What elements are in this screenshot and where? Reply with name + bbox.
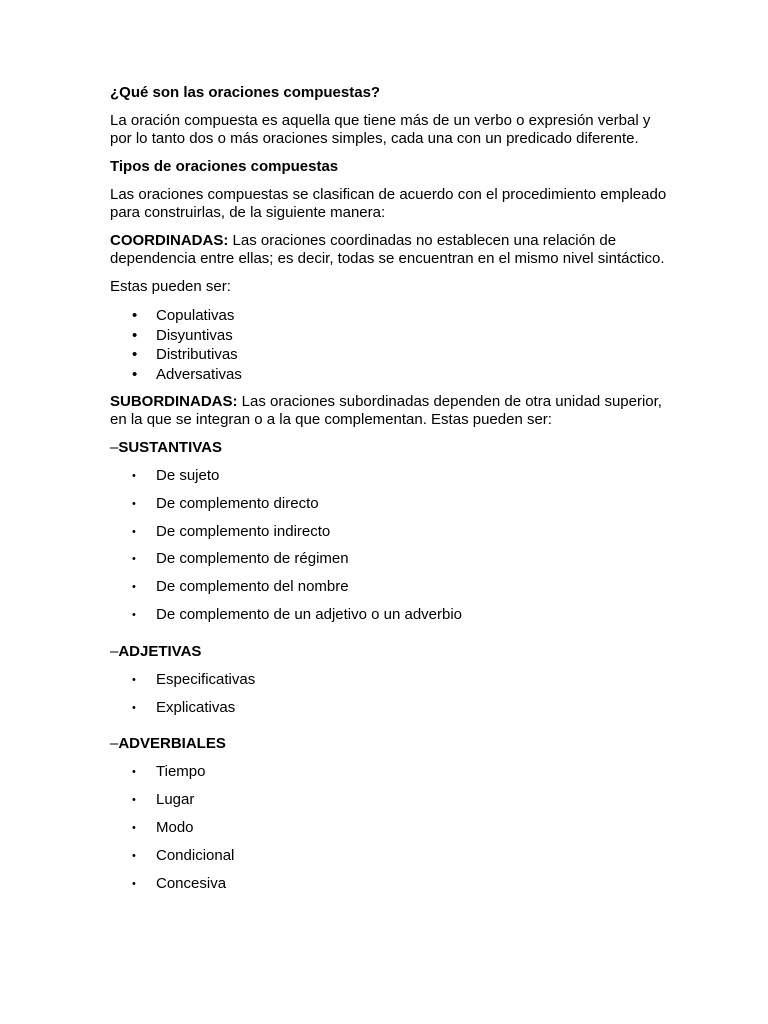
bullet-icon: •	[132, 821, 136, 834]
bullet-icon: •	[132, 553, 136, 566]
paragraph-definicion: La oración compuesta es aquella que tiene más de un verbo o expresión verbal y por lo tanto dos o más oraciones simples, cada una con un predicado diferente.	[110, 112, 651, 147]
coordinadas-text: Las oraciones coordinadas no establecen una relación de dependencia entre ellas; es decir, todas se encuentran en el mismo nivel sintáctico.	[110, 232, 665, 267]
heading-que-son: ¿Qué son las oraciones compuestas?	[110, 84, 381, 101]
list-item	[110, 578, 670, 606]
list-item	[110, 365, 670, 385]
list-item	[110, 550, 670, 578]
section-title-sustantivas	[110, 439, 670, 457]
bullet-icon: •	[132, 470, 136, 482]
bullet-icon: •	[132, 326, 138, 344]
list-item	[110, 606, 670, 634]
section-title-text: ADJETIVAS	[118, 642, 202, 660]
bullet-icon: •	[132, 794, 136, 807]
list-item	[110, 495, 670, 523]
section-title-text: SUSTANTIVAS	[118, 439, 222, 456]
list-item-label: De complemento del nombre	[156, 578, 349, 596]
list-item-label: Tiempo	[156, 763, 206, 781]
list-item-label: De complemento indirecto	[156, 522, 331, 540]
subordinadas-text: Las oraciones subordinadas dependen de otra unidad superior, en la que se integran o a la que complementan. Estas pueden ser:	[110, 393, 662, 428]
list-item-label: Condicional	[156, 846, 235, 864]
list-item-label: Lugar	[156, 791, 195, 809]
section-title-adverbiales	[110, 735, 670, 753]
section-dash: –	[110, 735, 119, 753]
list-item	[110, 699, 670, 727]
bullet-icon: •	[132, 525, 136, 538]
bullet-icon: •	[132, 497, 136, 510]
bullet-icon: •	[132, 608, 136, 621]
list-item-label: Explicativas	[156, 698, 236, 716]
paragraph-subordinadas	[110, 393, 670, 429]
heading-tipos: Tipos de oraciones compuestas	[110, 158, 339, 175]
paragraph-estas-pueden-ser: Estas pueden ser:	[110, 278, 231, 295]
bullet-icon: •	[132, 849, 136, 862]
list-item	[110, 523, 670, 551]
list-item	[110, 819, 670, 847]
document-page	[110, 84, 670, 911]
bullet-icon: •	[132, 307, 138, 324]
list-item-label: Disyuntivas	[156, 326, 233, 344]
list-item	[110, 875, 670, 903]
section-dash: –	[110, 439, 119, 456]
list-item-label: De complemento de un adjetivo o un adverbio	[156, 605, 463, 623]
list-item	[110, 847, 670, 875]
list-item-label: Copulativas	[156, 307, 235, 324]
bullet-icon: •	[132, 673, 136, 686]
list-item	[110, 763, 670, 791]
subordinadas-label: SUBORDINADAS:	[110, 393, 238, 410]
paragraph-clasificacion: Las oraciones compuestas se clasifican de acuerdo con el procedimiento empleado para construirlas, de la siguiente manera:	[110, 186, 667, 221]
list-item	[110, 467, 670, 495]
coordinadas-label: COORDINADAS:	[110, 232, 229, 249]
list-item	[110, 306, 670, 326]
section-dash: –	[110, 642, 119, 660]
sustantivas-list	[110, 467, 670, 634]
list-item-label: De sujeto	[156, 467, 220, 484]
list-item-label: Adversativas	[156, 365, 242, 383]
adverbiales-list	[110, 763, 670, 902]
bullet-icon: •	[132, 365, 138, 383]
list-item	[110, 326, 670, 346]
coordinadas-list	[110, 306, 670, 384]
paragraph-coordinadas	[110, 232, 670, 268]
bullet-icon: •	[132, 877, 136, 890]
bullet-icon: •	[132, 766, 136, 779]
list-item-label: Distributivas	[156, 346, 238, 363]
list-item	[110, 791, 670, 819]
bullet-icon: •	[132, 701, 136, 714]
list-item	[110, 671, 670, 699]
list-item	[110, 345, 670, 365]
list-item-label: De complemento de régimen	[156, 550, 349, 568]
bullet-icon: •	[132, 346, 138, 363]
adjetivas-list	[110, 671, 670, 727]
list-item-label: Modo	[156, 818, 194, 836]
bullet-icon: •	[132, 581, 136, 594]
section-title-text: ADVERBIALES	[118, 735, 226, 753]
list-item-label: Especificativas	[156, 670, 256, 688]
list-item-label: De complemento directo	[156, 494, 319, 512]
list-item-label: Concesiva	[156, 874, 227, 892]
section-title-adjetivas	[110, 643, 670, 661]
